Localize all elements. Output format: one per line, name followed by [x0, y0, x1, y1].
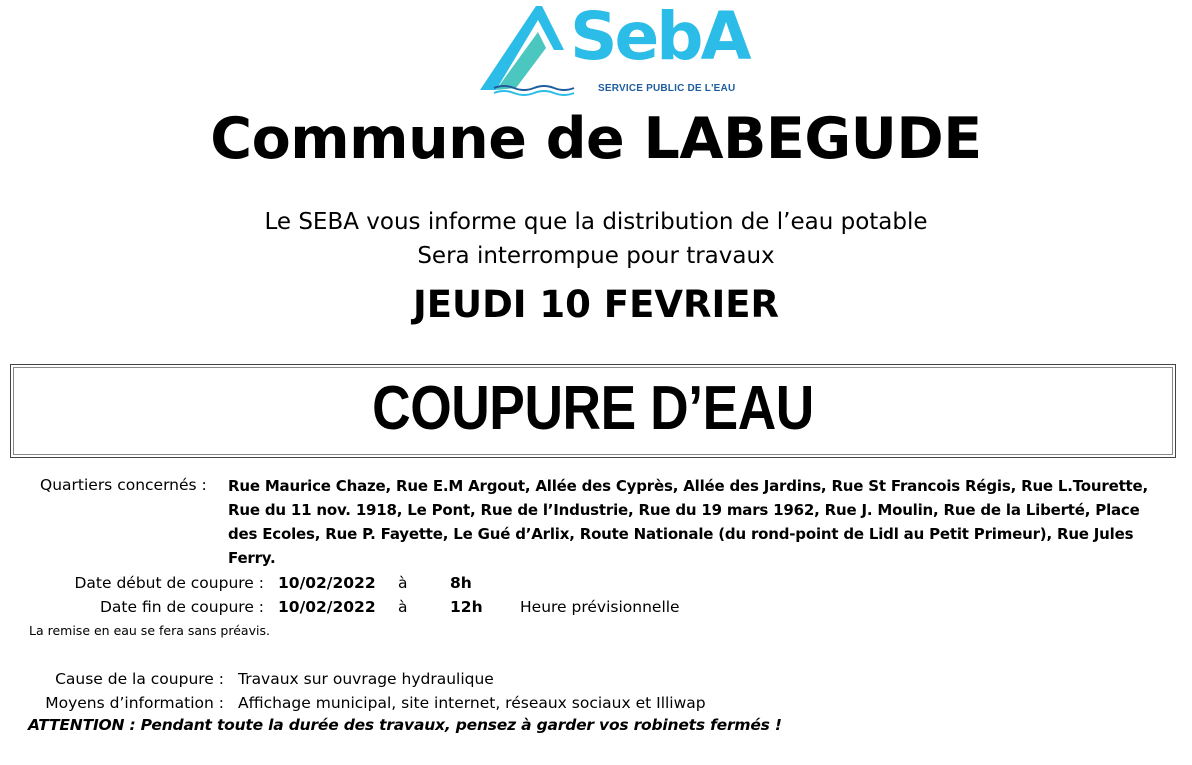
quartiers-label: Quartiers concernés :: [40, 476, 207, 494]
attention-warning: ATTENTION : Pendant toute la durée des travaux, pensez à garder vos robinets fermés !: [28, 716, 782, 734]
fin-sep: à: [398, 598, 408, 616]
remise-note: La remise en eau se fera sans préavis.: [29, 623, 270, 638]
debut-label: Date début de coupure :: [74, 574, 264, 592]
fin-date: 10/02/2022: [278, 598, 376, 616]
moyens-value: Affichage municipal, site internet, réseaux sociaux et Illiwap: [238, 694, 706, 712]
seba-logo: [476, 2, 766, 96]
fin-time: 12h: [450, 598, 483, 616]
fin-label: Date fin de coupure :: [100, 598, 264, 616]
info-line-1: Le SEBA vous informe que la distribution de l’eau potable: [264, 209, 928, 235]
info-line-2: Sera interrompue pour travaux: [417, 243, 775, 269]
logo-wordmark: SebA: [570, 0, 749, 75]
banner-title: COUPURE D’EAU: [372, 374, 814, 443]
logo-subtitle: SERVICE PUBLIC DE L'EAU: [598, 83, 736, 94]
fin-note: Heure prévisionnelle: [520, 598, 680, 616]
moyens-label: Moyens d’information :: [45, 694, 224, 712]
quartiers-value: Rue Maurice Chaze, Rue E.M Argout, Allée des Cyprès, Allée des Jardins, Rue St Francois Régis, Rue L.Tourette, Rue du 11 nov. 1918, Le Pont, Rue de l’Industrie, Rue du 19 mars 1962, Rue J. Moulin, Rue de la Liberté, Place des Ecoles, Rue P. Fayette, Le Gué d’Arlix, Route Nationale (du rond-point de Lidl au Petit Primeur), Rue Jules Ferry.: [228, 477, 1148, 567]
debut-date: 10/02/2022: [278, 574, 376, 592]
banner-frame: [10, 364, 1176, 458]
page-title: Commune de LABEGUDE: [210, 106, 982, 172]
debut-time: 8h: [450, 574, 472, 592]
date-heading: JEUDI 10 FEVRIER: [412, 283, 780, 326]
cause-value: Travaux sur ouvrage hydraulique: [238, 670, 494, 688]
cause-label: Cause de la coupure :: [55, 670, 224, 688]
debut-sep: à: [398, 574, 408, 592]
